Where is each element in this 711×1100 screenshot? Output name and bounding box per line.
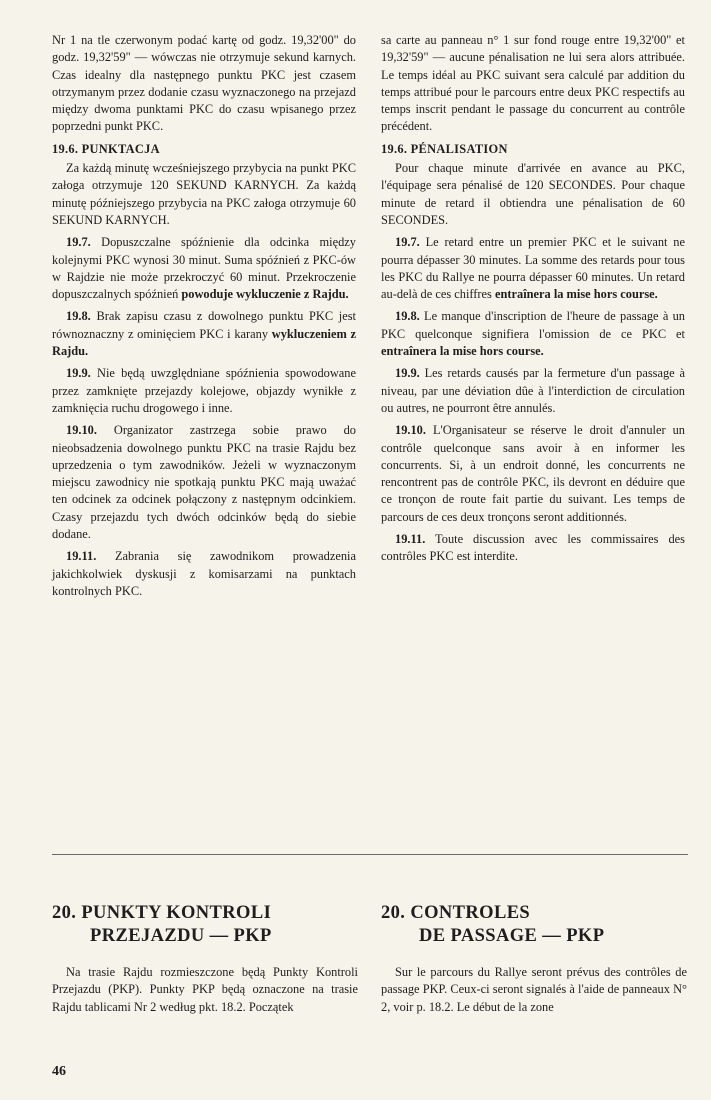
french-paragraph-19-10 <box>381 422 685 526</box>
paragraph-text: Le retard entre un premier PKC et le suivant ne pourra dépasser 30 minutes. La somme des retards pour tous les PKC du Rallye ne pourra dépasser 60 minutes. Un retard au-delà de ces chiffres <box>381 235 685 302</box>
polish-column-top <box>52 32 356 605</box>
paragraph-text: Organizator zastrzega sobie prawo do nieobsadzenia dowolnego punktu PKC na trasie Rajdu bez uprzedzenia o tym zawodników. Jeżeli w wyznaczonym miejscu zawodnicy nie spotkają punktu PKC mają uważać ten odcinek za odcinek połączony z następnym odcinkiem. Czasy przejazdu tych dwóch odcinków będą do siebie dodane. <box>52 423 356 542</box>
french-heading-20 <box>381 902 681 948</box>
polish-intro-paragraph: Nr 1 na tle czerwonym podać kartę od godz. 19,32'00" do godz. 19,32'59" — wówczas nie otrzymuje sekund karnych. Czas idealny dla następnego punktu PKC jest czasem otrzymanym przez dodanie czasu wyznaczonego na przejazd między dwoma punktami PKC do czasu wpisanego przez poprzedni punkt PKC. <box>52 33 356 134</box>
page-number: 46 <box>52 1064 66 1079</box>
emphasis-text: entraînera la mise hors course. <box>381 344 544 359</box>
paragraph-text: Les retards causés par la fermeture d'un passage à niveau, par une déviation dûe à l'interdiction de circulation ou autres, ne pourront être annulés. <box>381 366 685 415</box>
polish-paragraph-20: Na trasie Rajdu rozmieszczone będą Punkty Kontroli Przejazdu (PKP). Punkty PKP będą oznaczone na trasie Rajdu tablicami Nr 2 według pkt. 18.2. Początek <box>52 965 358 1014</box>
emphasis-text: powoduje wykluczenie z Rajdu. <box>181 287 349 302</box>
heading-line-1: 20. CONTROLES <box>381 903 531 923</box>
paragraph-text: L'Organisateur se réserve le droit d'annuler un contrôle quelconque sans avoir à en informer les concurrents. Si, à un endroit donné, les concurrents ne rencontrent pas de contrôle PKC, ils devront en déduire que ce tronçon de route fait partie du suivant. Les temps de parcours de ces deux tronçons seront additionnés. <box>381 423 685 524</box>
heading-line-2: PRZEJAZDU — PKP <box>90 926 272 946</box>
french-paragraph-19-9 <box>381 365 685 417</box>
polish-paragraph-19-11 <box>52 548 356 600</box>
heading-line-2: DE PASSAGE — PKP <box>419 926 605 946</box>
paragraph-text: Zabrania się zawodnikom prowadzenia jakichkolwiek dyskusji z komisarzami na punktach kontrolnych PKC. <box>52 549 356 598</box>
polish-paragraph-19-6: Za każdą minutę wcześniejszego przybycia na punkt PKC załoga otrzymuje 120 SEKUND KARNYCH. Za każdą minutę późniejszego przybycia na PKC załoga otrzymuje 60 SEKUND KARNYCH. <box>52 161 356 227</box>
emphasis-text: wykluczeniem z Rajdu. <box>52 326 356 359</box>
heading-line-1: 20. PUNKTY KONTROLI <box>52 903 272 923</box>
paragraph-text: Dopuszczalne spóźnienie dla odcinka między kolejnymi PKC wynosi 30 minut. Suma spóźnień z PKC-ów w Rajdzie nie może przekroczyć 60 minut. Przekroczenie dopuszczalnych spóźnień <box>52 235 356 302</box>
polish-paragraph-19-7 <box>52 234 356 303</box>
polish-paragraph-19-9 <box>52 365 356 417</box>
paragraph-text: Brak zapisu czasu z dowolnego punktu PKC jest równoznaczny z ominięciem PKC i karany <box>52 309 356 341</box>
french-paragraph-19-8 <box>381 308 685 360</box>
section-number: 19.10. <box>395 423 426 438</box>
french-intro-paragraph: sa carte au panneau n° 1 sur fond rouge entre 19,32'00" et 19,32'59" — aucune pénalisation ne lui sera alors attribuée. Le temps idéal au PKC suivant sera calculé par addition du temps attribué pour le parcours entre deux PKC respectifs au temps inscrit pendant le passage du concurrent au contrôle précédent. <box>381 33 685 134</box>
section-number: 19.8. <box>395 309 420 324</box>
section-number: 19.8. <box>66 309 91 324</box>
french-column-top <box>381 32 685 571</box>
paragraph-text: Nie będą uwzględniane spóźnienia spowodowane przez zamknięte przejazdy kolejowe, objazdy wynikłe z zamknięcia ruchu drogowego i inne. <box>52 366 356 415</box>
emphasis-text: entraînera la mise hors course. <box>494 287 658 302</box>
section-number: 19.11. <box>395 532 426 547</box>
french-column-bottom <box>381 964 687 1021</box>
french-paragraph-19-7 <box>381 234 685 303</box>
section-number: 19.9. <box>395 366 420 381</box>
section-number: 19.9. <box>66 366 91 381</box>
french-paragraph-19-11 <box>381 531 685 566</box>
paragraph-text: Le manque d'inscription de l'heure de passage à un PKC quelconque signifiera l'omission de ce PKC et <box>381 309 685 341</box>
polish-paragraph-19-10 <box>52 422 356 543</box>
section-divider <box>52 854 688 855</box>
polish-heading-20 <box>52 902 352 948</box>
polish-column-bottom <box>52 964 358 1021</box>
french-paragraph-20: Sur le parcours du Rallye seront prévus des contrôles de passage PKP. Ceux-ci seront signalés à l'aide de panneaux N° 2, voir p. 18.2. Le début de la zone <box>381 965 687 1014</box>
paragraph-text: Toute discussion avec les commissaires des contrôles PKC est interdite. <box>381 532 685 564</box>
section-number: 19.11. <box>66 549 97 564</box>
section-number: 19.10. <box>66 423 97 438</box>
section-number: 19.7. <box>395 235 420 250</box>
polish-paragraph-19-8 <box>52 308 356 360</box>
french-heading-19-6: 19.6. PÉNALISATION <box>381 141 508 156</box>
section-number: 19.7. <box>66 235 91 250</box>
french-paragraph-19-6: Pour chaque minute d'arrivée en avance au PKC, l'équipage sera pénalisé de 120 SECONDES. Pour chaque minute de retard il obtiendra une pénalisation de 60 SECONDES. <box>381 161 685 227</box>
polish-heading-19-6: 19.6. PUNKTACJA <box>52 141 160 156</box>
